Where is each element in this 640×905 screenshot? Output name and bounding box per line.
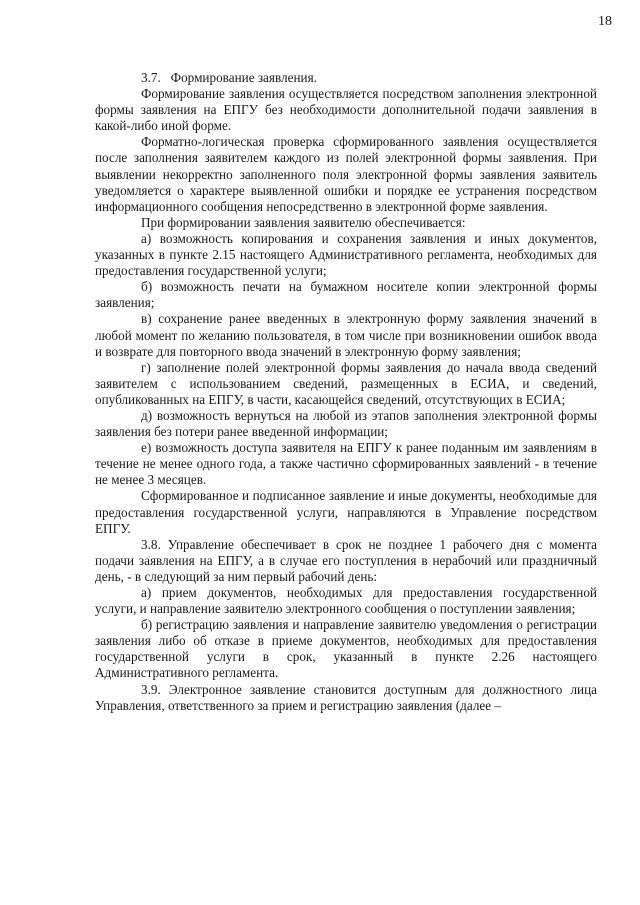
list-item-a: а) возможность копирования и сохранения заявления и иных документов, указанных в пункте 2.15 настоящего Административного регламента, необходимых для предоставления государственной услуги;: [95, 230, 597, 279]
section-3-9: 3.9. Электронное заявление становится доступным для должностного лица Управления, ответственного за прием и регистрацию заявления (далее –: [95, 681, 597, 713]
list-item-v: в) сохранение ранее введенных в электронную форму заявления значений в любой момент по желанию пользователя, в том числе при возникновении ошибок ввода и возврате для повторного ввода значений в электронную форму заявления;: [95, 311, 597, 359]
document-body: [95, 70, 597, 714]
list-item-g: г) заполнение полей электронной формы заявления до начала ввода сведений заявителем с использованием сведений, размещенных в ЕСИА, и сведений, опубликованных на ЕПГУ, в части, касающейся сведений, отсутствующих в ЕСИА;: [95, 359, 597, 407]
list-item-b: б) возможность печати на бумажном носителе копии электронной формы заявления;: [95, 279, 597, 311]
section-heading-3-7: 3.7. Формирование заявления.: [141, 70, 317, 85]
paragraph: При формировании заявления заявителю обеспечивается:: [141, 214, 466, 230]
page-number: 18: [598, 14, 612, 29]
list-item-d: д) возможность вернуться на любой из этапов заполнения электронной формы заявления без потери ранее введенной информации;: [95, 407, 597, 440]
paragraph: Сформированное и подписанное заявление и иные документы, необходимые для предоставления государственной услуги, направляются в Управление посредством ЕПГУ.: [95, 488, 597, 536]
paragraph: Формирование заявления осуществляется посредством заполнения электронной формы заявления на ЕПГУ без необходимости дополнительной подачи заявления в какой-либо иной форме.: [95, 86, 597, 134]
paragraph: Форматно-логическая проверка сформированного заявления осуществляется после заполнения заявителем каждого из полей электронной формы заявления. При выявлении некорректно заполненного поля электронной формы заявления заявитель уведомляется о характере выявленной ошибки и порядке ее устранения посредством информационного сообщения непосредственно в электронной форме заявления.: [95, 134, 597, 214]
list-item-e: е) возможность доступа заявителя на ЕПГУ к ранее поданным им заявлениям в течение не менее одного года, а также частично сформированных заявлений - в течение не менее 3 месяцев.: [95, 440, 597, 488]
list-item-a: а) прием документов, необходимых для предоставления государственной услуги, и направление заявителю электронного сообщения о поступлении заявления;: [95, 585, 597, 617]
list-item-b: б) регистрацию заявления и направление заявителю уведомления о регистрации заявления либо об отказе в приеме документов, необходимых для предоставления государственной услуги в срок, указанный в пункте 2.26 настоящего Административного регламента.: [95, 617, 597, 681]
section-3-8: 3.8. Управление обеспечивает в срок не позднее 1 рабочего дня с момента подачи заявления на ЕПГУ, а в случае его поступления в нерабочий или праздничный день, - в следующий за ним первый рабочий день:: [95, 536, 597, 584]
